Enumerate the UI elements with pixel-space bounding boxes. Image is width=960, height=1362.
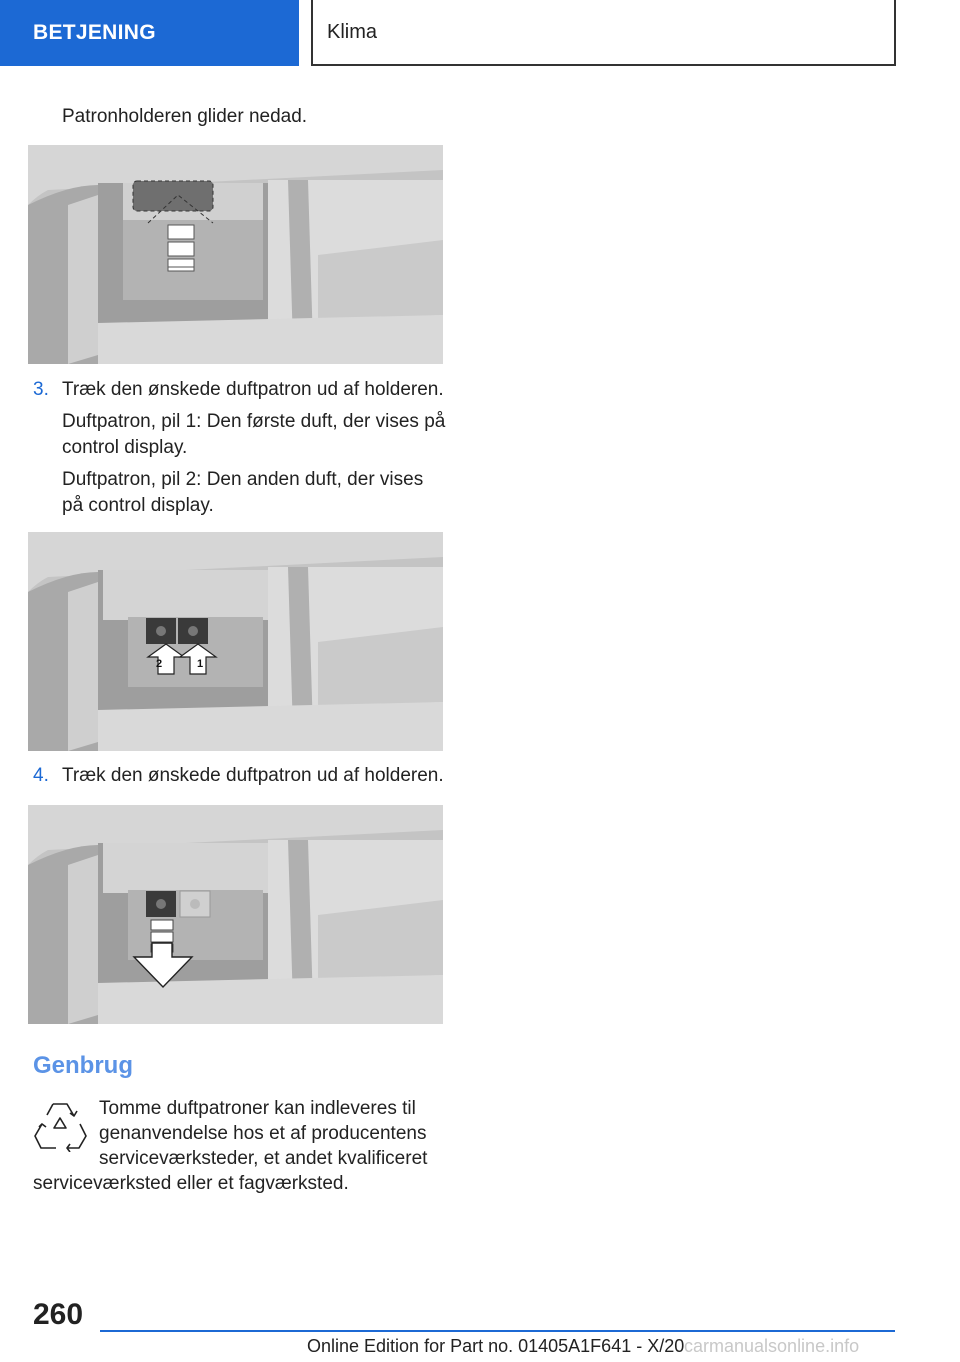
step-3-note-2-line-2: på control display.: [62, 495, 214, 516]
step-3-note-1-line-1: Duftpatron, pil 1: Den første duft, der vises på: [62, 411, 446, 432]
recycle-icon: [33, 1098, 87, 1152]
step-3-note-2-line-1: Duftpatron, pil 2: Den anden duft, der vises: [62, 469, 424, 490]
page-number: 260: [33, 1298, 84, 1331]
section-heading-recycling: Genbrug: [33, 1052, 133, 1079]
step-3-number: 3.: [33, 379, 49, 400]
footer-edition-text: Online Edition for Part no. 01405A1F641 - X/20: [307, 1336, 685, 1356]
figure-cartridge-holder-lowered: [28, 145, 443, 364]
intro-text: Patronholderen glider nedad.: [62, 106, 308, 127]
recycling-line-1: Tomme duftpatroner kan indleveres til: [99, 1098, 416, 1119]
chapter-header: [311, 0, 896, 66]
figure-cartridges-arrows: [28, 532, 443, 751]
step-3-text: Træk den ønskede duftpatron ud af holderen.: [62, 379, 444, 400]
recycling-line-3: serviceværksteder, et andet kvalificeret: [99, 1148, 428, 1169]
step-3-note-1-line-2: control display.: [62, 437, 188, 458]
watermark-text: carmanualsonline.info: [684, 1336, 860, 1356]
figure-cartridge-pull-out: [28, 805, 443, 1024]
step-4-number: 4.: [33, 765, 49, 786]
section-title: BETJENING: [33, 21, 156, 44]
footer-divider: [100, 1330, 895, 1332]
step-4-text: Træk den ønskede duftpatron ud af holderen.: [62, 765, 444, 786]
recycling-line-4: serviceværksted eller et fagværksted.: [33, 1173, 349, 1194]
arrow-1-label: 1: [197, 658, 204, 670]
chapter-title: Klima: [327, 20, 378, 43]
section-tab: [0, 0, 299, 66]
arrow-2-label: 2: [156, 658, 163, 670]
recycling-line-2: genanvendelse hos et af producentens: [99, 1123, 427, 1144]
